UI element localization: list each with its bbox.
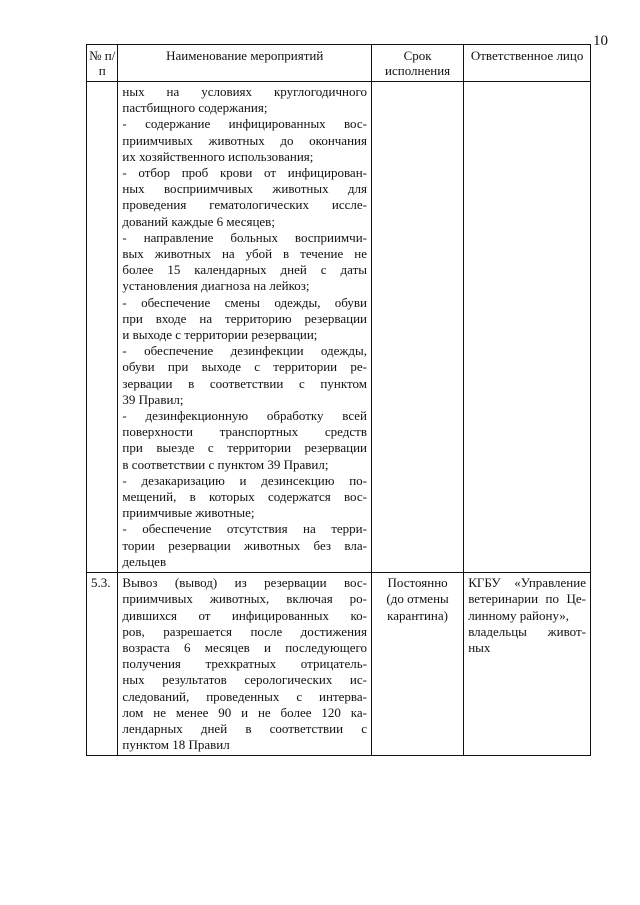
header-num (87, 45, 118, 82)
page-number: 10 (593, 33, 608, 49)
text-line: лендарных дней в соответствии с (122, 720, 367, 736)
text-line: - обеспечение дезинфекции одежды, (122, 343, 367, 359)
text-line: пунктом 18 Правил (122, 737, 230, 753)
text-line: - направление больных восприимчи- (122, 229, 367, 245)
cell-measure-5-3 (118, 573, 372, 756)
text-line: зервации в соответствии с пунктом (122, 375, 367, 391)
text-line: лом не менее 90 и не более 120 ка- (122, 704, 367, 720)
text-line: 39 Правил; (122, 391, 184, 407)
text-line: при входе на территорию резервации (122, 310, 367, 326)
header-term-label: Срок исполнения (385, 48, 451, 78)
cell-num-5-3 (87, 573, 118, 756)
cell-term-empty (371, 82, 463, 573)
cell-continued-measures (118, 82, 372, 573)
text-line: проведения гематологических иссле- (122, 197, 367, 213)
table-row-5-3 (87, 573, 591, 756)
text-line: ных результатов серологических ис- (122, 672, 367, 688)
text-line: приимчивых животных, включая ро- (122, 591, 367, 607)
text-line: и выходе с территории резервации; (122, 327, 318, 343)
row-number: 5.3. (91, 575, 111, 591)
term-line: Постоянно (387, 575, 448, 591)
text-line: Вывоз (вывод) из резервации вос- (122, 575, 367, 591)
cell-num-empty (87, 82, 118, 573)
text-line: - дезакаризацию и дезинсекцию по- (122, 472, 367, 488)
text-line: ров, разрешается после достижения (122, 623, 367, 639)
text-line: мещений, в которых содержатся вос- (122, 489, 367, 505)
term-line: карантина) (387, 607, 448, 623)
text-line: установления диагноза на лейкоз; (122, 278, 310, 294)
text-line: получения трехкратных отрицатель- (122, 656, 367, 672)
text-line: - дезинфекционную обработку всей (122, 408, 367, 424)
text-line: их хозяйственного использования; (122, 148, 314, 164)
header-responsible-label: Ответственное лицо (470, 48, 584, 63)
cell-term-5-3 (371, 573, 463, 756)
text-line: дельцев (122, 553, 167, 569)
responsible-line: линному району», (468, 607, 570, 623)
cell-responsible-empty (464, 82, 591, 573)
text-line: пастбищного содержания; (122, 100, 268, 116)
header-term (371, 45, 463, 82)
header-name-label: Наименование мероприятий (166, 48, 324, 63)
header-num-label: № п/п (89, 48, 116, 78)
text-line: приимчивые животные; (122, 505, 255, 521)
header-responsible (464, 45, 591, 82)
responsible-line: владельцы живот- (468, 623, 586, 639)
text-line: приимчивых животных до окончания (122, 132, 367, 148)
text-line: более 15 календарных дней с даты (122, 262, 367, 278)
text-line: дившихся от инфицированных ко- (122, 607, 367, 623)
table-row-continued (87, 82, 591, 573)
text-line: дований каждые 6 месяцев; (122, 213, 275, 229)
text-line: вых животных на убой в течение не (122, 246, 367, 262)
text-line: - обеспечение отсутствия на терри- (122, 521, 367, 537)
text-line: ных на условиях круглогодичного (122, 84, 367, 99)
responsible-line: ветеринарии по Це- (468, 591, 586, 607)
text-line: - отбор проб крови от инфицирован- (122, 165, 367, 181)
responsible-line: КГБУ «Управление (468, 575, 586, 591)
responsible-line: ных (468, 639, 491, 655)
text-line: тории резервации животных без вла- (122, 537, 367, 553)
text-line: возраста 6 месяцев и последующего (122, 639, 367, 655)
term-line: (до отмены (386, 591, 449, 607)
text-line: ных восприимчивых животных для (122, 181, 367, 197)
table-header-row (87, 45, 591, 82)
cell-responsible-5-3 (464, 573, 591, 756)
text-line: - содержание инфицированных вос- (122, 116, 367, 132)
text-line: при выезде с территории резервации (122, 440, 367, 456)
measures-table (86, 44, 591, 756)
text-line: - обеспечение смены одежды, обуви (122, 294, 367, 310)
text-line: в соответствии с пунктом 39 Правил; (122, 456, 329, 472)
text-line: поверхности транспортных средств (122, 424, 367, 440)
text-line: следований, проведенных с интерва- (122, 688, 367, 704)
text-line: обуви при выходе с территории ре- (122, 359, 367, 375)
header-name (118, 45, 372, 82)
